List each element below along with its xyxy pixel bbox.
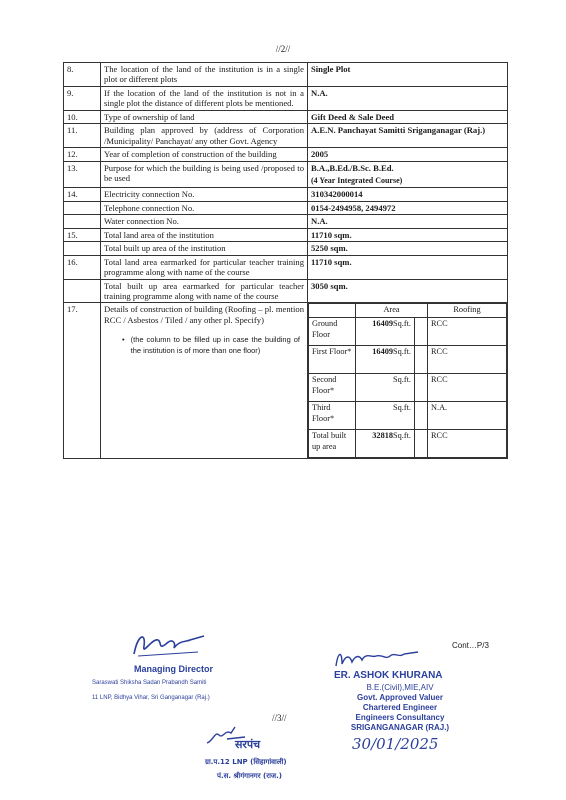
- row-question: Total land area earmarked for particular teacher training programme along with name of the course: [101, 255, 308, 279]
- row-answer: [308, 215, 508, 228]
- floor-roofing: RCC: [428, 374, 507, 402]
- floor-roofing: RCC: [428, 318, 507, 346]
- sarpanch-title: सरपंच: [235, 738, 261, 751]
- table-row: [64, 86, 508, 110]
- director-title: Managing Director: [134, 664, 214, 674]
- bullet-note: [122, 335, 300, 355]
- floor-name: Third Floor*: [309, 402, 356, 430]
- details-table: [63, 62, 508, 459]
- table-row-17: [64, 303, 508, 459]
- area-unit: Sq.ft.: [393, 403, 411, 413]
- area-spacer: [415, 402, 428, 430]
- row-answer: [308, 110, 508, 123]
- floor-row: [309, 402, 507, 430]
- answer-text: Gift Deed & Sale Deed: [311, 111, 395, 122]
- floor-name: Ground Floor: [309, 318, 356, 346]
- row-question: Total built up area earmarked for particular teacher training programme along with name of the course: [101, 279, 308, 303]
- row-number: 11.: [64, 124, 101, 148]
- page-number-top: //2//: [275, 44, 291, 54]
- table-row: [64, 279, 508, 303]
- row-answer: [308, 86, 508, 110]
- row-answer: [308, 228, 508, 241]
- engineer-line-2: Govt. Approved Valuer: [357, 693, 443, 702]
- floor-row: [309, 318, 507, 346]
- row-answer: [308, 242, 508, 255]
- area-header: Area: [356, 304, 428, 318]
- table-row: [64, 124, 508, 148]
- row-number: [64, 215, 101, 228]
- director-signature: [128, 628, 208, 660]
- row-question: The location of the land of the institution is in a single plot or different plots: [101, 63, 308, 87]
- table-row: [64, 242, 508, 255]
- answer-text: Single Plot: [311, 64, 351, 74]
- floor-name: First Floor*: [309, 346, 356, 374]
- floor-header-row: [309, 304, 507, 318]
- row-question: Year of completion of construction of the building: [101, 148, 308, 161]
- sarpanch-line-1: ग्रा.प.12 LNP (सिहागांवाली): [205, 758, 287, 766]
- answer-text: 3050 sqm.: [311, 280, 348, 291]
- area-unit: Sq.ft.: [393, 347, 411, 357]
- floor-area: [356, 374, 415, 402]
- row-number: 16.: [64, 255, 101, 279]
- row-number: [64, 201, 101, 214]
- row-question: Total land area of the institution: [101, 228, 308, 241]
- row-answer: [308, 201, 508, 214]
- row-number: [64, 279, 101, 303]
- row-answer: [308, 148, 508, 161]
- table-row: [64, 63, 508, 87]
- managing-director-stamp: [92, 628, 252, 708]
- row-question: If the location of the land of the institution is not in a single plot the distance of different plots be mentioned.: [101, 86, 308, 110]
- table-row: [64, 161, 508, 187]
- answer-text: 0154-2494958, 2494972: [311, 202, 396, 213]
- roofing-header: Roofing: [428, 304, 507, 318]
- row-question: Type of ownership of land: [101, 110, 308, 123]
- row-answer: [308, 279, 508, 303]
- bullet-text: (the column to be filled up in case the building of the institution is of more than one floor): [130, 335, 300, 355]
- answer-text: N.A.: [311, 87, 328, 98]
- area-value: 32818: [372, 431, 394, 441]
- floor-name: Total built up area: [309, 430, 356, 458]
- row-question: Electricity connection No.: [101, 188, 308, 201]
- floor-area: [356, 318, 415, 346]
- engineer-line-5: SRIGANGANAGAR (RAJ.): [350, 723, 450, 732]
- table-row: [64, 255, 508, 279]
- row-number: [64, 242, 101, 255]
- floor-row: [309, 346, 507, 374]
- floor-row: [309, 430, 507, 458]
- row-question: [101, 303, 308, 459]
- area-spacer: [415, 374, 428, 402]
- row-question: Water connection No.: [101, 215, 308, 228]
- engineer-line-3: Chartered Engineer: [362, 703, 438, 712]
- floor-details-cell: [308, 303, 508, 459]
- row-number: 9.: [64, 86, 101, 110]
- row-number: 8.: [64, 63, 101, 87]
- table-row: [64, 188, 508, 201]
- director-line-2: 11 LNP, Bidhya Vihar, Sri Ganganagar (Raj.): [92, 695, 210, 701]
- row-question: Total built up area of the institution: [101, 242, 308, 255]
- table-row: [64, 201, 508, 214]
- director-line-1: Saraswati Shiksha Sadan Prabandh Samiti: [92, 680, 207, 686]
- answer-text: A.E.N. Panchayat Samitti Sriganganagar (Raj.): [311, 125, 486, 136]
- answer-text: N.A.: [311, 216, 328, 227]
- date-text: 30/01/2025: [352, 735, 439, 753]
- area-spacer: [415, 430, 428, 458]
- floor-header-blank: [309, 304, 356, 318]
- row-number: 12.: [64, 148, 101, 161]
- floor-area: [356, 402, 415, 430]
- floor-row: [309, 374, 507, 402]
- sarpanch-stamp: [205, 725, 320, 785]
- bullet-icon: •: [122, 335, 125, 345]
- table-row: [64, 148, 508, 161]
- continued-marker: Cont…P/3: [452, 641, 489, 650]
- row-answer: [308, 188, 508, 201]
- answer-text: 310342000014: [311, 189, 363, 200]
- row-number: 14.: [64, 188, 101, 201]
- floor-table: [308, 303, 507, 458]
- sarpanch-line-2: पं.स. श्रीगंगानगर (राज.): [217, 772, 282, 780]
- engineer-line-4: Engineers Consultancy: [355, 713, 445, 722]
- area-value: 16409: [372, 319, 394, 329]
- floor-roofing: RCC: [428, 430, 507, 458]
- row-question: Telephone connection No.: [101, 201, 308, 214]
- row-answer: [308, 124, 508, 148]
- floor-area: [356, 430, 415, 458]
- table-row: [64, 228, 508, 241]
- row-question: Purpose for which the building is being used /proposed to be used: [101, 161, 308, 187]
- row-number: 15.: [64, 228, 101, 241]
- floor-roofing: RCC: [428, 346, 507, 374]
- row-number: 17.: [64, 303, 101, 459]
- construction-question: Details of construction of building (Roofing – pl. mention RCC / Asbestos / Tiled / any other pl. Specify): [104, 304, 304, 325]
- floor-roofing: N.A.: [428, 402, 507, 430]
- row-number: 13.: [64, 161, 101, 187]
- area-unit: Sq.ft.: [393, 319, 411, 329]
- floor-name: Second Floor*: [309, 374, 356, 402]
- area-unit: Sq.ft.: [393, 431, 411, 441]
- answer-text: 2005: [311, 149, 329, 160]
- area-unit: Sq.ft.: [393, 375, 411, 385]
- answer-text: 11710 sqm.: [311, 256, 352, 267]
- area-spacer: [415, 346, 428, 374]
- table-row: [64, 215, 508, 228]
- answer-text: B.A.,B.Ed./B.Sc. B.Ed.: [311, 162, 394, 173]
- answer-text: 5250 sqm.: [311, 243, 348, 254]
- page-number-bottom: //3//: [272, 713, 287, 723]
- table-row: [64, 110, 508, 123]
- area-spacer: [415, 318, 428, 346]
- engineer-name: ER. ASHOK KHURANA: [334, 670, 443, 681]
- answer-text: 11710 sqm.: [311, 229, 352, 240]
- row-question: Building plan approved by (address of Corporation /Municipality/ Panchayat/ any other Govt. Agency: [101, 124, 308, 148]
- row-answer: [308, 161, 508, 187]
- engineer-line-1: B.E.(Civil),MIE,AIV: [366, 683, 434, 692]
- answer-subtext: (4 Year Integrated Course): [311, 176, 403, 186]
- row-answer: [308, 255, 508, 279]
- area-value: 16409: [372, 347, 394, 357]
- engineer-signature: [332, 648, 422, 670]
- floor-area: [356, 346, 415, 374]
- handwritten-date: [348, 733, 448, 753]
- row-answer: [308, 63, 508, 87]
- row-number: 10.: [64, 110, 101, 123]
